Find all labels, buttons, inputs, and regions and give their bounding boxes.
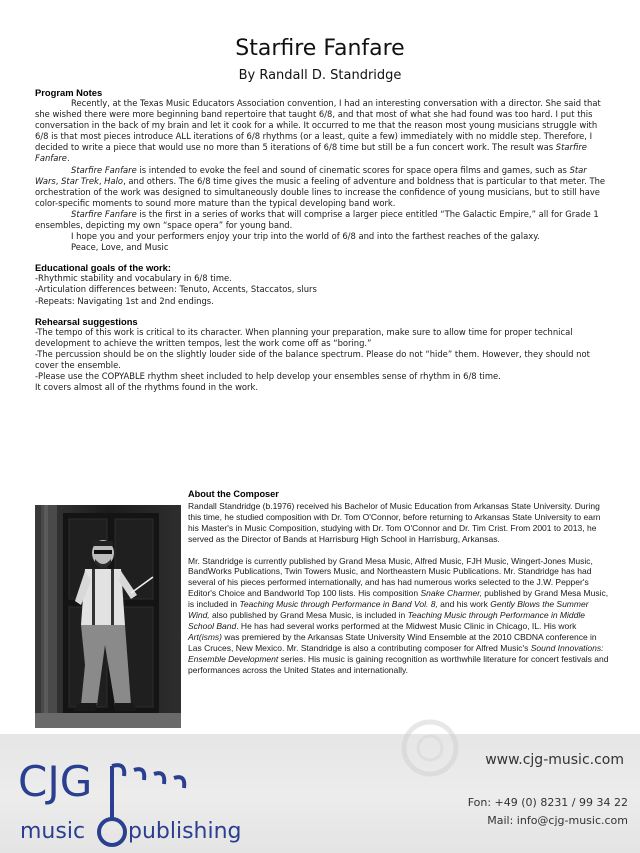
text-run: was premiered by the Arkansas State University Wind Ensemble at the 2010 CBDNA conference in Las Cruces, New Mexico. Mr. Standridge is also a contributing composer for Alfred Music's (188, 631, 597, 653)
list-item: -Repeats: Navigating 1st and 2nd endings. (35, 295, 214, 306)
logo-music-text: music (20, 819, 86, 844)
about-heading: About the Composer (188, 489, 279, 499)
text-run: , and others. The 6/8 time gives the music a feeling of adventure and boldness that is particular to that meter. The orchestration of the work was designed to simultaneously double lines to increase the confidence of young musicians, but to still have color-specific moments to sound more mature than the typical developing band work. (35, 175, 606, 208)
composer-photo (35, 505, 181, 728)
list-item: -Rhythmic stability and vocabulary in 6/8 time. (35, 273, 232, 284)
text-run: series. His music is gaining recognition as worthwhile literature for concert festivals and performances across the United States and internationally. (188, 653, 609, 675)
logo-cjg-text: CJG (18, 757, 93, 806)
text-run: . He has had several works performed at the Midwest Music Clinic in Chicago, IL. His work (236, 620, 577, 631)
rehearsal-heading: Rehearsal suggestions (35, 315, 138, 327)
watermark-logo (350, 728, 490, 788)
program-notes-paragraph: I hope you and your performers enjoy your trip into the world of 6/8 and into the farthest reaches of the galaxy. (71, 231, 540, 242)
work-title: Art(isms) (188, 631, 222, 642)
list-item: -Please use the COPYABLE rhythm sheet included to help develop your ensembles sense of rhythm in 6/8 time. (35, 370, 501, 381)
text-run: is intended to evoke the feel and sound of cinematic scores for space opera films and games, such as (136, 164, 570, 175)
sign-off: Peace, Love, and Music (71, 242, 169, 253)
work-title: Halo (104, 175, 124, 186)
text-run: also published by Grand Mesa Music, is included in (209, 610, 408, 621)
work-title: Teaching Music through Performance in Band Vol. 8, (239, 599, 438, 610)
list-item: It covers almost all of the rhythms found in the work. (35, 382, 258, 393)
text-run: , (55, 175, 62, 186)
email-link[interactable]: Mail: info@cjg-music.com (487, 814, 628, 827)
main-text (35, 87, 610, 393)
about-paragraph (188, 556, 610, 676)
logo-publishing-text: publishing (128, 819, 242, 844)
text-run: , (98, 175, 105, 186)
work-title: Starfire Fanfare (35, 142, 587, 164)
work-title: Teaching Music through Performance in Middle School Band (188, 610, 585, 631)
about-composer (188, 489, 610, 676)
goals-list (35, 273, 610, 306)
work-title: Sound Innovations: Ensemble Development (188, 642, 604, 664)
work-title: Star Wars (35, 164, 587, 186)
composer-photo-art (35, 505, 181, 728)
text-run: . (66, 153, 70, 164)
text-run: Mr. Standridge is currently published by Grand Mesa Music, Alfred Music, FJH Music, Wingert-Jones Music, BandWorks Publications, Twin Towers Music, and Northeastern Music Publications. Mr. Standridge has had several of his pieces performed internationally, and has had numerous works selected to the J.W. Pepper's Editor's Choice and Bandworld Top 100 lists. His composition (188, 555, 593, 599)
phone-number: Fon: +49 (0) 8231 / 99 34 22 (467, 796, 628, 809)
cjg-logo (16, 754, 242, 844)
program-notes-heading: Program Notes (35, 87, 103, 98)
text-run: is the first in a series of works that will comprise a larger piece entitled “The Galactic Empire,” all for Grade 1 ensembles, depicting my own “space opera” for young band. (35, 208, 599, 231)
goals-heading: Educational goals of the work: (35, 262, 171, 274)
composer-byline: By Randall D. Standridge (238, 68, 402, 83)
program-notes-paragraph (35, 165, 610, 209)
work-title: Starfire Fanfare (71, 208, 137, 219)
program-notes-paragraph (35, 209, 610, 231)
about-paragraph: Randall Standridge (b.1976) received his Bachelor of Music Education from Arkansas State University. During this time, he studied composition with Dr. Tom O'Connor, before returning to Arkansas State University to earn his Master's in Music Composition, studying with Dr. Tom O'Connor and Dr. Tim Crist. From 2001 to 2013, he served as the Director of Bands at Harrisburg High School in Harrisburg, Arkansas. (188, 500, 601, 544)
list-item: -Articulation differences between: Tenuto, Accents, Staccatos, slurs (35, 284, 317, 295)
list-item: -The tempo of this work is critical to its character. When planning your preparation, make sure to allow time for proper technical development to achieve the written tempos, lest the work come off as “boring.” (35, 326, 573, 348)
list-item: -The percussion should be on the slightly louder side of the balance spectrum. Please do not “hide” them. However, they should not cover the ensemble. (35, 348, 590, 370)
publisher-footer (0, 734, 640, 853)
text-run: Recently, at the Texas Music Educators Association convention, I had an interesting conversation with a director. She said that she wished there were more beginning band repertoire that taught 6/8, and that most of what she had found was too hard. I put this conversation in the back of my brain and let it cook for a while. It occurred to me that the reason most young musicians struggle with 6/8 is that most pieces introduce ALL iterations of 6/8 rhythms (or a least, quite a few) immediately with no middle step. Therefore, I decided to write a piece that would use no more than 5 iterations of 6/8 time but still be a fun concert work. The result was (35, 98, 601, 153)
work-title: Snake Charmer, (420, 588, 482, 599)
work-title: Star Trek (61, 175, 99, 186)
work-title: Starfire Fanfare (71, 164, 137, 175)
rehearsal-list (35, 327, 610, 394)
text-run: and his work (437, 599, 491, 610)
program-notes-paragraph (35, 98, 610, 165)
page-title: Starfire Fanfare (235, 36, 405, 61)
work-title: Gently Blows the Summer Wind, (188, 599, 589, 621)
website-link[interactable]: www.cjg-music.com (485, 752, 624, 768)
text-run: published by Grand Mesa Music, is included in (188, 588, 609, 610)
